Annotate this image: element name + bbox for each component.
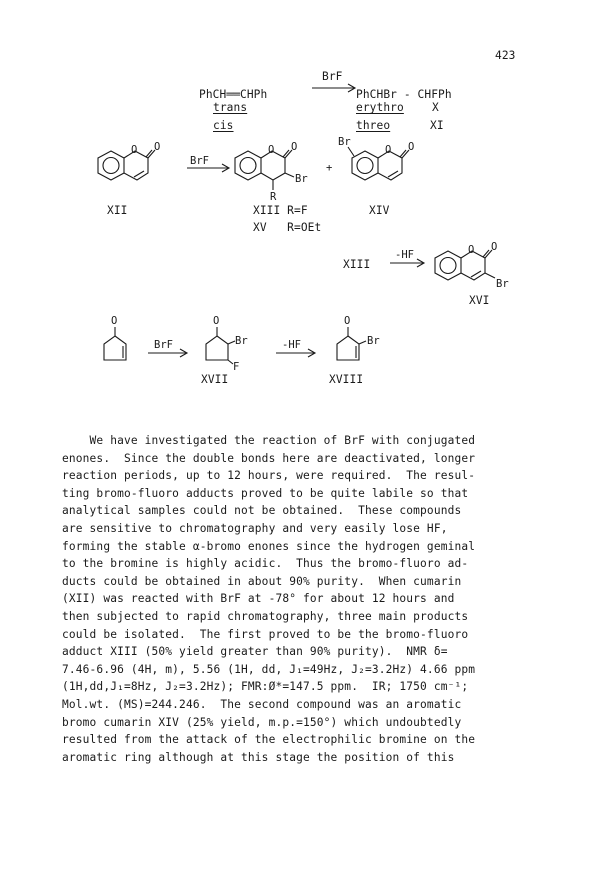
bromine-label: Br bbox=[367, 335, 380, 347]
reagent-brf: BrF bbox=[190, 155, 209, 167]
isomer-threo: threo bbox=[356, 119, 391, 132]
compound-label-xi: XI bbox=[430, 119, 444, 132]
compound-label-xvi: XVI bbox=[469, 294, 490, 307]
text-line: reaction periods, up to 12 hours, were required. The resul- bbox=[62, 469, 476, 483]
r-group-label: R bbox=[270, 191, 277, 203]
oxygen-label: O bbox=[468, 244, 475, 256]
oxygen-label: O bbox=[268, 144, 275, 156]
compound-label-x: X bbox=[432, 101, 439, 114]
bromocyclopentenone-xviii bbox=[337, 315, 380, 360]
oxygen-label: O bbox=[491, 241, 498, 253]
oxygen-label: O bbox=[154, 141, 161, 153]
bromine-label: Br bbox=[235, 335, 248, 347]
oxygen-label: O bbox=[385, 144, 392, 156]
text-line: (1H,dd,J₁=8Hz, J₂=3.2Hz); FMR:Ø*=147.5 ppm. IR; 1750 cm⁻¹; bbox=[62, 680, 469, 694]
oxygen-label: O bbox=[408, 141, 415, 153]
compound-label-xv: XV R=OEt bbox=[253, 221, 322, 234]
body-paragraph bbox=[62, 432, 542, 766]
reaction-arrow-reagent: BrF bbox=[322, 70, 343, 83]
compound-label-xiv: XIV bbox=[369, 204, 390, 217]
dibromide-product: PhCHBr - CHFPh bbox=[356, 88, 452, 101]
text-line: are sensitive to chromatography and very easily lose HF, bbox=[62, 521, 448, 535]
oxygen-label: O bbox=[131, 144, 138, 156]
text-line: ting bromo-fluoro adducts proved to be quite labile so that bbox=[62, 486, 469, 500]
text-line: could be isolated. The first proved to be the bromo-fluoro bbox=[62, 627, 469, 641]
compound-label-xviii: XVIII bbox=[329, 373, 364, 386]
text-line: forming the stable α-bromo enones since the hydrogen geminal bbox=[62, 539, 476, 553]
compound-label-xii: XII bbox=[107, 204, 128, 217]
fluorine-label: F bbox=[233, 361, 240, 373]
text-line: Mol.wt. (MS)=244.246. The second compound was an aromatic bbox=[62, 697, 462, 711]
cumarin-structure-xii bbox=[98, 141, 160, 180]
reaction-arrow bbox=[310, 83, 360, 93]
plus-sign: + bbox=[326, 162, 333, 174]
text-line: adduct XIII (50% yield greater than 90% purity). NMR δ= bbox=[62, 645, 448, 659]
text-line: (XII) was reacted with BrF at -78° for about 12 hours and bbox=[62, 592, 455, 606]
text-line: ducts could be obtained in about 90% purity. When cumarin bbox=[62, 574, 462, 588]
bromine-label: Br bbox=[338, 136, 351, 148]
stilbene-reactant: PhCH══CHPh bbox=[199, 88, 268, 101]
text-line: analytical samples could not be obtained. These compounds bbox=[62, 504, 462, 518]
scheme-elimination-xvi bbox=[385, 240, 525, 300]
bromo-cumarin-xiv bbox=[338, 136, 414, 180]
scheme-cyclopentenone bbox=[90, 315, 410, 375]
isomer-erythro: erythro bbox=[356, 101, 404, 114]
oxygen-label: O bbox=[213, 315, 220, 327]
bromofluoro-cyclopentanone-xvii bbox=[206, 315, 248, 373]
bromine-label: Br bbox=[295, 173, 308, 185]
text-line: to the bromine is highly acidic. Thus the bromo-fluoro ad- bbox=[62, 557, 469, 571]
text-line: then subjected to rapid chromatography, three main products bbox=[62, 609, 469, 623]
text-line: We have investigated the reaction of BrF with conjugated bbox=[62, 434, 476, 447]
compound-label-xvii: XVII bbox=[201, 373, 229, 386]
text-line: enones. Since the double bonds here are deactivated, longer bbox=[62, 451, 476, 465]
page-number: 423 bbox=[495, 49, 516, 62]
cyclopentenone-structure bbox=[104, 315, 126, 360]
text-line: bromo cumarin XIV (25% yield, m.p.=150°) which undoubtedly bbox=[62, 715, 462, 729]
text-line: resulted from the attack of the electrophilic bromine on the bbox=[62, 733, 476, 747]
oxygen-label: O bbox=[111, 315, 118, 327]
isomer-trans: trans bbox=[213, 101, 248, 114]
reagent-hf: -HF bbox=[282, 339, 301, 351]
oxygen-label: O bbox=[344, 315, 351, 327]
text-line: aromatic ring although at this stage the position of this bbox=[62, 750, 455, 764]
bromo-cumarin-xvi bbox=[435, 241, 509, 290]
bromine-label: Br bbox=[496, 278, 509, 290]
compound-label-xiii: XIII R=F bbox=[253, 204, 308, 217]
reagent-brf: BrF bbox=[154, 339, 173, 351]
isomer-cis: cis bbox=[213, 119, 234, 132]
reagent-hf: -HF bbox=[395, 249, 414, 261]
reactant-xiii: XIII bbox=[343, 258, 371, 271]
text-line: 7.46-6.96 (4H, m), 5.56 (1H, dd, J₁=49Hz, J₂=3.2Hz) 4.66 ppm bbox=[62, 662, 476, 676]
oxygen-label: O bbox=[291, 141, 298, 153]
bromofluoro-adduct-xiii bbox=[235, 141, 308, 203]
